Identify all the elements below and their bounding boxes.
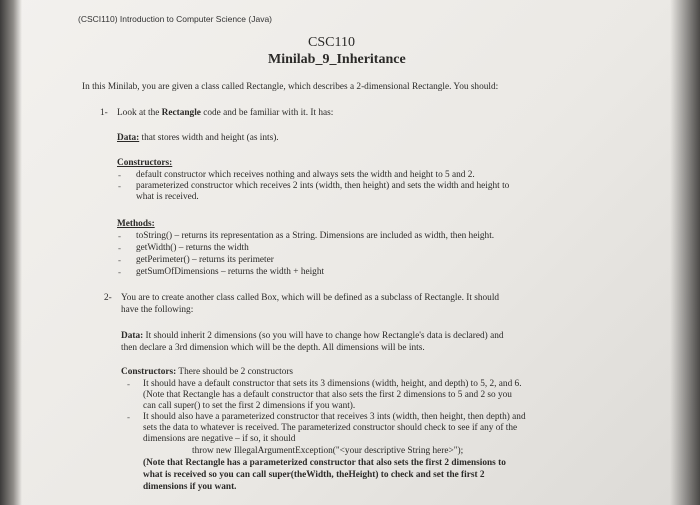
item1-constructor: default constructor which receives nothing and always sets the width and height to 5 and 2. <box>136 170 475 180</box>
item1-data: Data: that stores width and height (as ints). <box>117 133 279 143</box>
item2-data: Data: It should inherit 2 dimensions (so you will have to change how Rectangle's data is declared) and <box>121 331 504 341</box>
item2-text-line: sets the data to whatever is received. The parameterized constructor should check to see if any of the <box>143 423 518 433</box>
item2-line: You are to create another class called Box, which will be defined as a subclass of Rectangle. It should <box>121 293 500 303</box>
item2-bold-line: what is received so you can call super(theWidth, theHeight) to check and set the first 2 <box>143 470 485 480</box>
item1-method: getSumOfDimensions – returns the width + height <box>136 267 325 277</box>
bullet: - <box>118 170 121 180</box>
item1-methods-label: Methods: <box>117 219 155 229</box>
course-header: (CSCI110) Introduction to Computer Science (Java) <box>78 14 273 24</box>
page-title: Minilab_9_Inheritance <box>268 52 406 67</box>
item1-method: getPerimeter() – returns its perimeter <box>136 255 274 265</box>
bullet: - <box>127 379 130 389</box>
item2-bold-line: (Note that Rectangle has a parameterized constructor that also sets the first 2 dimensions to <box>143 458 506 468</box>
bullet: - <box>127 412 130 422</box>
bullet: - <box>118 231 121 241</box>
bullet: - <box>118 243 121 253</box>
item2-text-line: can call super() to set the first 2 dimensions if you want). <box>143 401 356 411</box>
item2-code-line: throw new IllegalArgumentException("<your descriptive String here>"); <box>192 446 464 456</box>
right-shadow <box>670 0 700 505</box>
item1-text: Look at the Rectangle code and be familiar with it. It has: <box>117 108 334 118</box>
item2-line: have the following: <box>121 305 194 315</box>
item1-constructor: parameterized constructor which receives 2 ints (width, then height) and sets the width and height to <box>136 181 510 191</box>
item1-method: toString() – returns its representation as a String. Dimensions are included as width, then height. <box>136 231 495 241</box>
item2-text-line: It should have a default constructor that sets its 3 dimensions (width, height, and depth) to 5, 2, and 6. <box>143 379 522 389</box>
item2-bold-line: dimensions if you want. <box>143 482 237 492</box>
item1-number: 1- <box>100 108 108 118</box>
bullet: - <box>118 181 121 191</box>
left-shadow <box>0 0 22 505</box>
item2-number: 2- <box>104 293 112 303</box>
bullet: - <box>118 255 121 265</box>
course-code: CSC110 <box>308 35 355 50</box>
item2-text-line: It should also have a parameterized constructor that receives 3 ints (width, then height, then depth) and <box>143 412 526 422</box>
item2-text-line: (Note that Rectangle has a default constructor that also sets the first 2 dimensions to 5 and 2 so you <box>143 390 512 400</box>
item1-constructor: what is received. <box>136 192 199 202</box>
item1-constructors-label: Constructors: <box>117 158 173 168</box>
item2-constructors: Constructors: There should be 2 constructors <box>121 367 294 377</box>
item2-data-line2: then declare a 3rd dimension which will be the depth. All dimensions will be ints. <box>121 343 425 353</box>
bullet: - <box>118 267 121 277</box>
item1-method: getWidth() – returns the width <box>136 243 249 253</box>
item2-text-line: dimensions are negative – if so, it should <box>143 434 296 444</box>
intro-text: In this Minilab, you are given a class called Rectangle, which describes a 2-dimensional Rectangle. You should: <box>82 82 499 92</box>
